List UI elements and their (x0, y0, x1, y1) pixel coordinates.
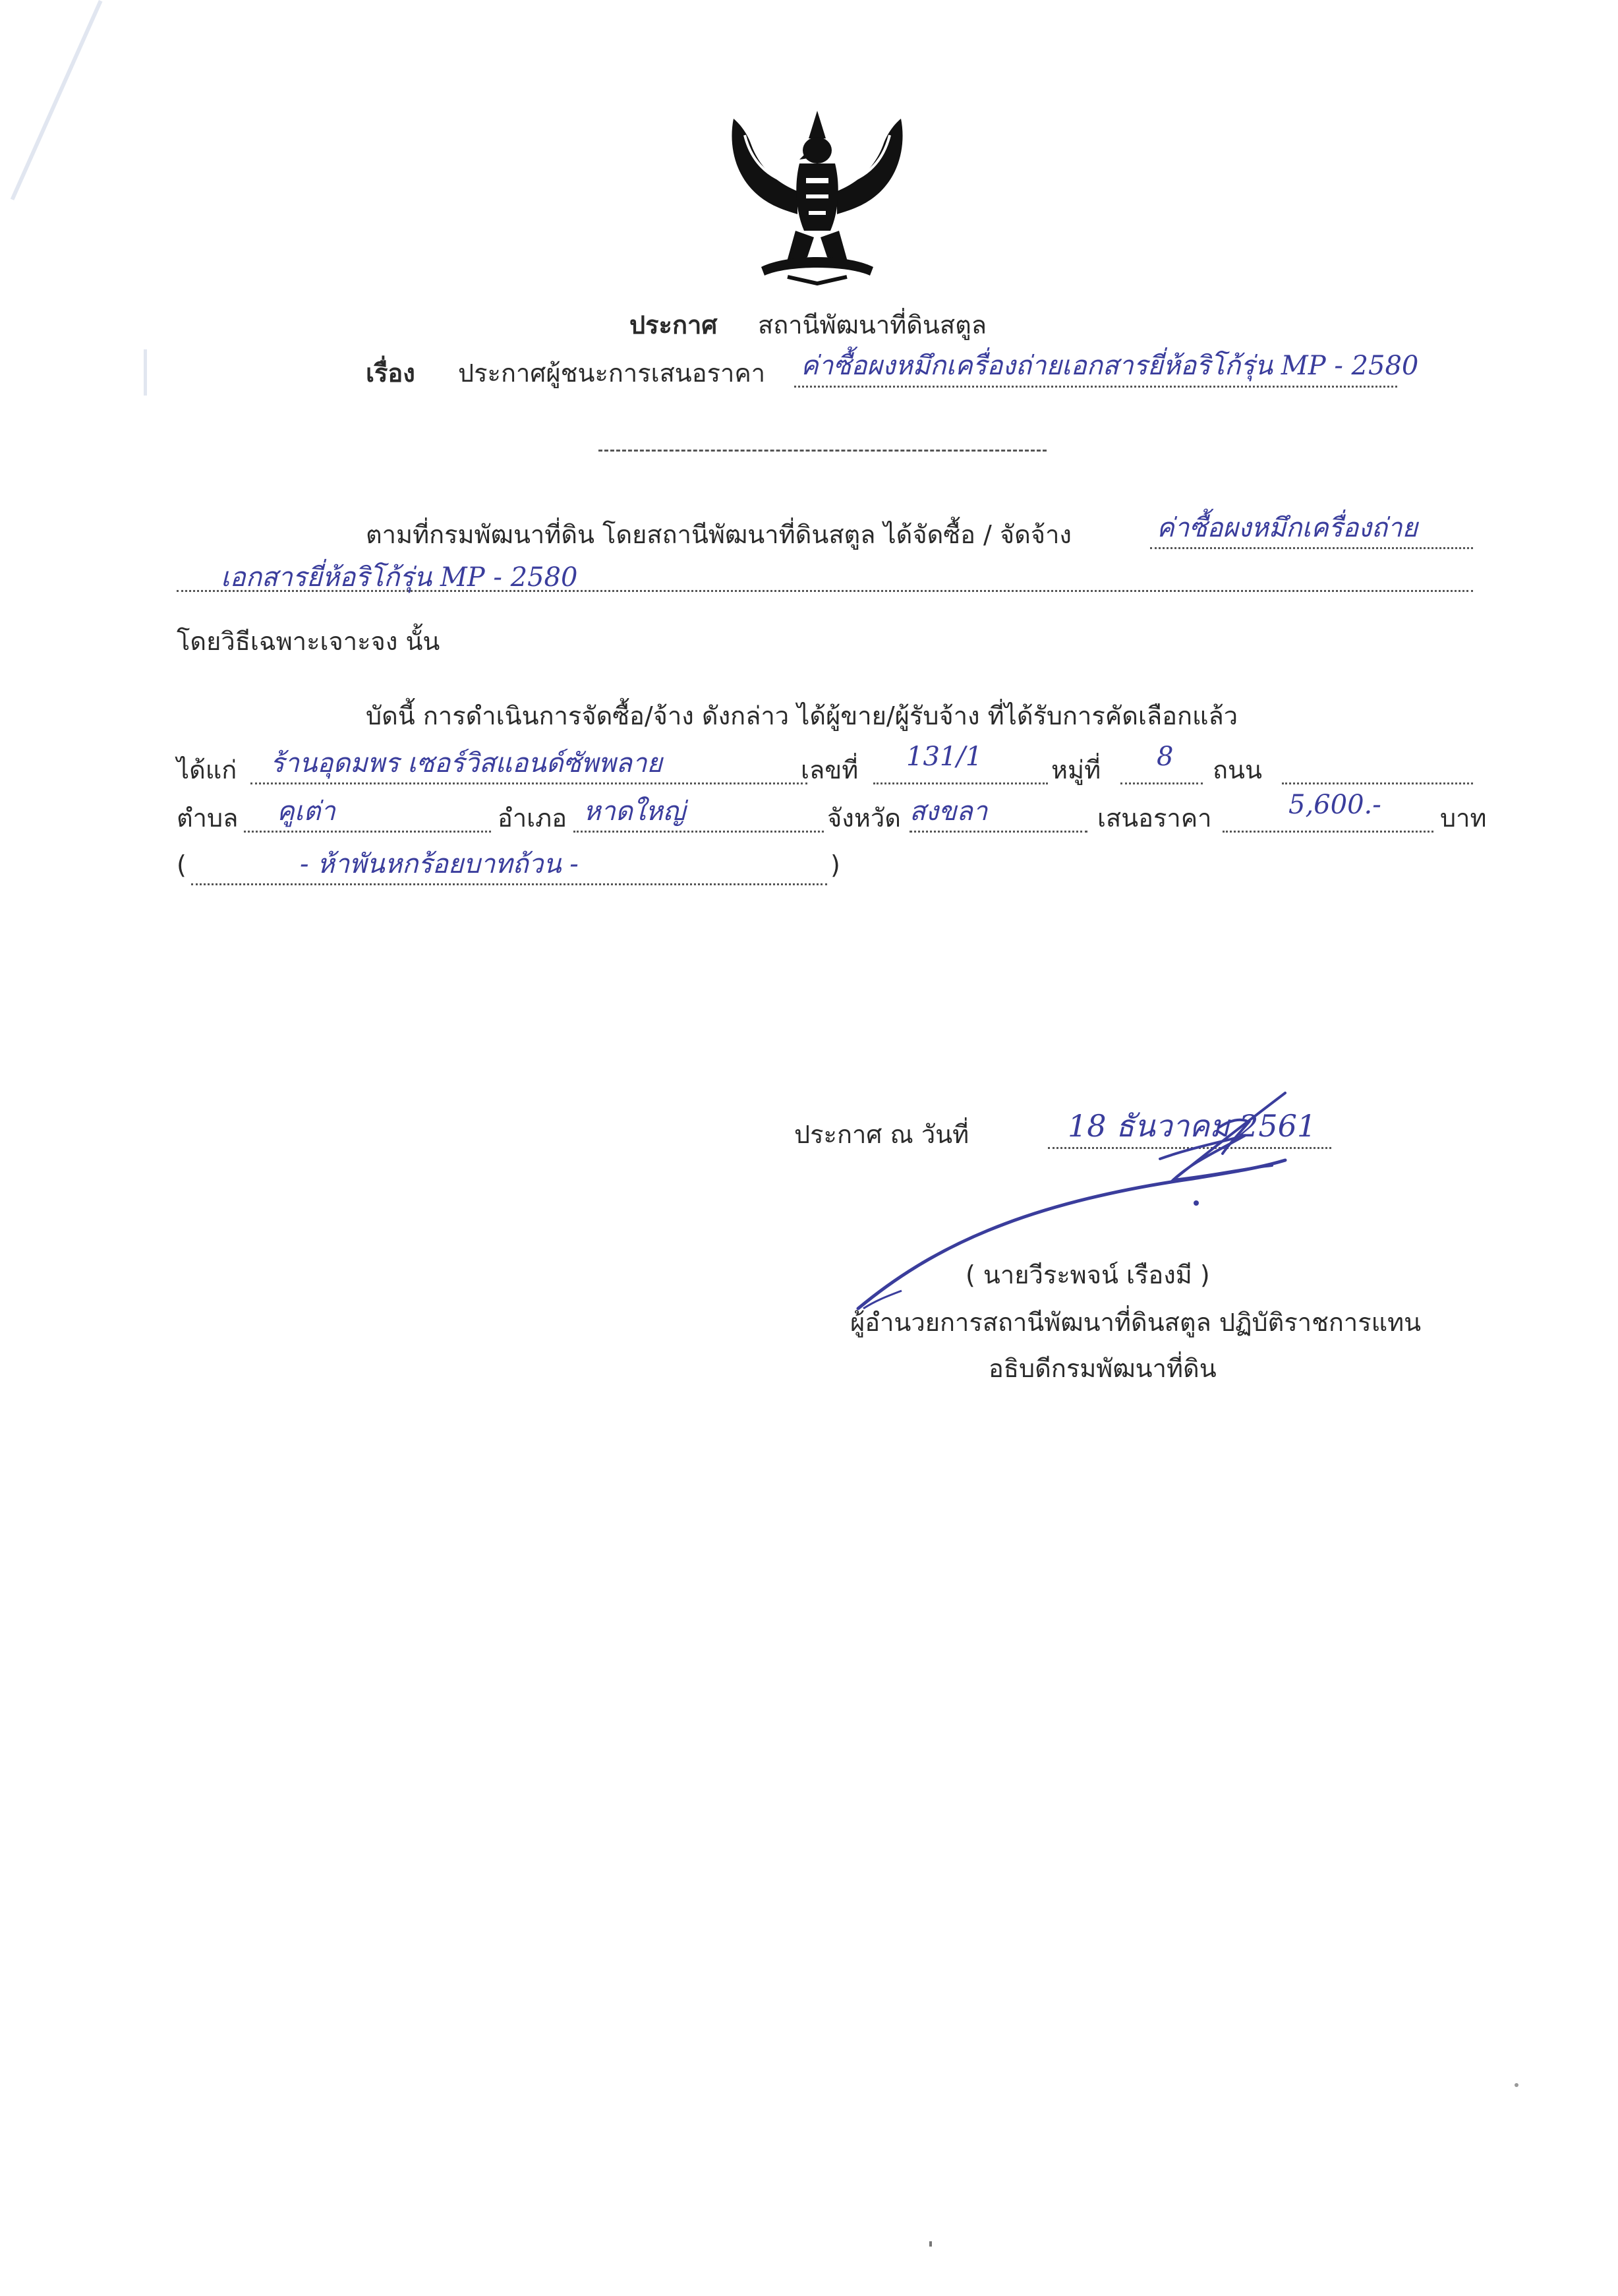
subject-fill: ค่าซื้อผงหมึกเครื่องถ่ายเอกสารยี่ห้อริโก้รุ่น MP - 2580 (801, 351, 1419, 381)
para1-fill-line1: ค่าซื้อผงหมึกเครื่องถ่าย (1157, 513, 1418, 543)
signer-position: ผู้อำนวยการสถานีพัฒนาที่ดินสตูล ปฏิบัติราชการแทน (850, 1308, 1422, 1337)
house-no-dotted-line (873, 782, 1048, 784)
separator-line (598, 450, 1047, 452)
subject-dotted-line (794, 386, 1397, 388)
amount-words: - ห้าพันหกร้อยบาทถ้วน - (300, 849, 579, 879)
price-label: เสนอราคา (1097, 804, 1212, 833)
scan-speck (929, 2241, 932, 2247)
amount-dotted-line (191, 883, 827, 885)
amphoe-dotted-line (573, 831, 824, 833)
para1-method: โดยวิธีเฉพาะเจาะจง นั้น (177, 627, 440, 656)
amphoe-label: อำเภอ (498, 804, 567, 833)
tambon-label: ตำบล (177, 804, 239, 833)
subject-label: เรื่อง (366, 359, 415, 388)
para1-text: ตามที่กรมพัฒนาที่ดิน โดยสถานีพัฒนาที่ดินสตูล ได้จัดซื้อ / จัดจ้าง (366, 520, 1072, 549)
house-no-label: เลขที่ (801, 755, 859, 784)
price-dotted-line (1223, 831, 1433, 833)
subject-text: ประกาศผู้ชนะการเสนอราคา (458, 359, 766, 388)
price-value: 5,600.- (1288, 790, 1381, 820)
amphoe-value: หาดใหญ่ (583, 796, 685, 827)
garuda-emblem (722, 99, 913, 290)
amount-paren-open: ( (177, 850, 187, 879)
road-label: ถนน (1213, 755, 1262, 784)
scan-streak (144, 349, 147, 396)
date-value: 18 ธันวาคม 2561 (1068, 1108, 1317, 1144)
signer-name: ( นายวีระพจน์ เรืองมี ) (966, 1260, 1210, 1289)
moo-value: 8 (1157, 742, 1174, 772)
tambon-dotted-line (244, 831, 491, 833)
vendor-dotted-line (250, 782, 807, 784)
office-name: สถานีพัฒนาที่ดินสตูล (758, 310, 987, 339)
vendor-label: ได้แก่ (177, 755, 237, 784)
province-label: จังหวัด (827, 804, 901, 833)
province-dotted-line (910, 831, 1087, 833)
province-value: สงขลา (910, 796, 988, 827)
moo-dotted-line (1120, 782, 1203, 784)
vendor-value: ร้านอุดมพร เซอร์วิสแอนด์ซัพพลาย (270, 748, 662, 779)
para2-text: บัดนี้ การดำเนินการจัดซื้อ/จ้าง ดังกล่าว ได้ผู้ขาย/ผู้รับจ้าง ที่ได้รับการคัดเลือกแล้ว (366, 701, 1238, 730)
para1-fill-line2: เอกสารยี่ห้อริโก้รุ่น MP - 2580 (221, 562, 578, 593)
para1-dotted-line2 (177, 590, 1473, 592)
road-dotted-line (1282, 782, 1473, 784)
moo-label: หมู่ที่ (1051, 755, 1101, 784)
baht-label: บาท (1440, 804, 1487, 833)
scan-streak (11, 0, 103, 200)
signer-position-2: อธิบดีกรมพัฒนาที่ดิน (989, 1354, 1217, 1383)
para1-dotted-line1 (1150, 547, 1473, 549)
amount-paren-close: ) (830, 850, 840, 879)
announcement-label: ประกาศ (629, 310, 718, 339)
house-no-value: 131/1 (906, 742, 983, 772)
tambon-value: คูเต่า (277, 796, 335, 827)
date-prefix: ประกาศ ณ วันที่ (794, 1120, 969, 1149)
scan-speck (1515, 2083, 1518, 2087)
